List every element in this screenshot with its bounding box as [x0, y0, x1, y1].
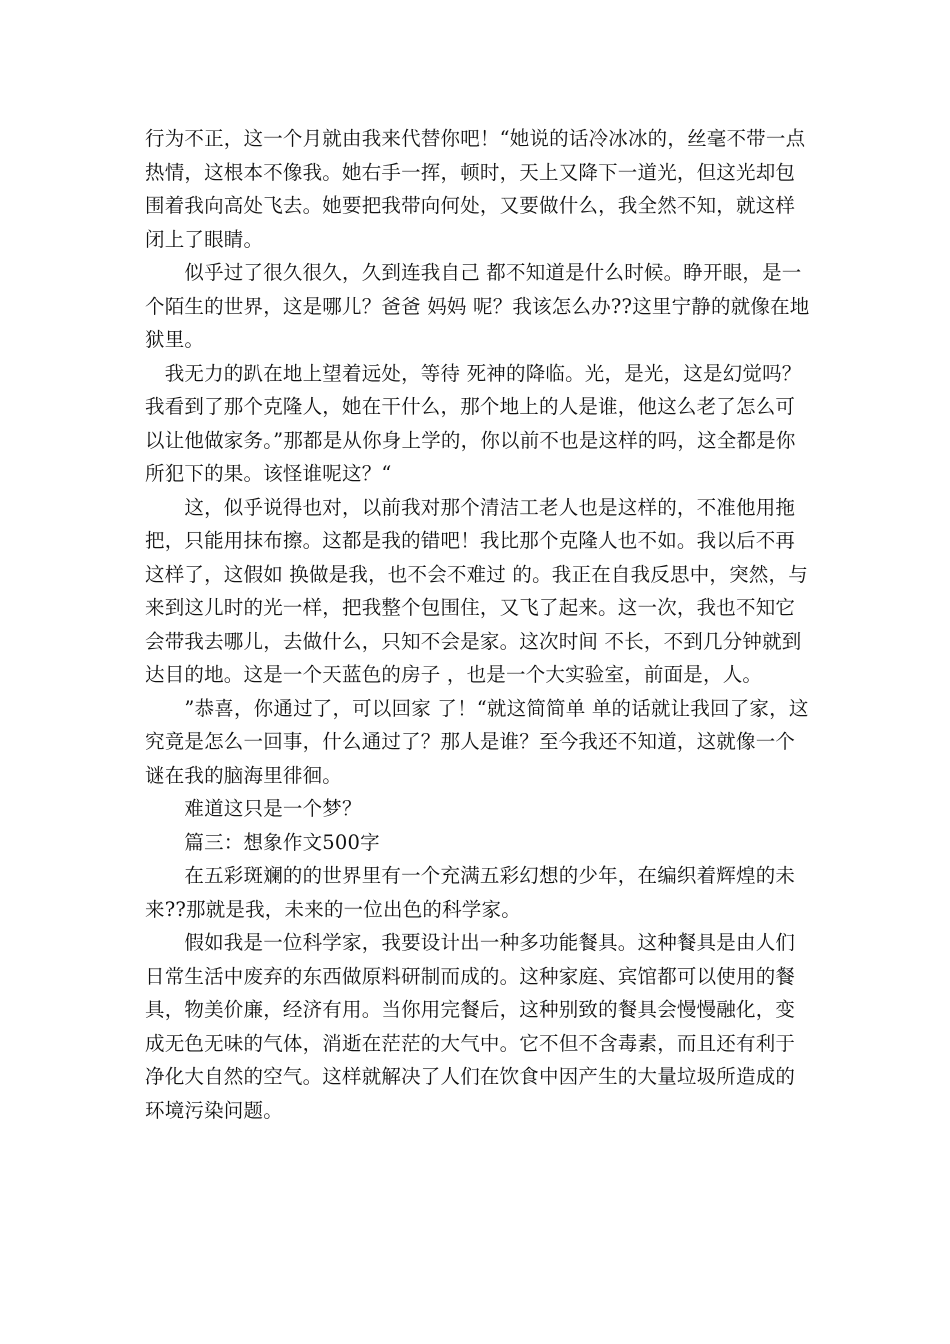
paragraph-1: 行为不正，这一个月就由我来代替你吧！“她说的话冷冰冰的，丝毫不带一点热情，这根本不像我。她右手一挥，顿时，天上又降下一道光，但这光却包围着我向高处飞去。她要把我带向何处，又要做什么，我全然不知，就这样闭上了眼睛。 [145, 127, 806, 251]
paragraph-3: 我无力的趴在地上望着远处，等待 死神的降临。光，是光，这是幻觉吗？我看到了那个克隆人，她在干什么，那个地上的人是谁，他这么老了怎么可以让他做家务。”那都是从你身上学的，你以前不也是这样的吗，这全都是你所犯下的果。该怪谁呢这？“ [145, 361, 802, 485]
paragraph-7: 在五彩斑斓的的世界里有一个充满五彩幻想的少年，在编织着辉煌的未来??那就是我，未来的一位出色的科学家。 [145, 864, 796, 921]
paragraph-6: 难道这只是一个梦？ [145, 797, 362, 820]
paragraph-2: 似乎过了很久很久，久到连我自己 都不知道是什么时候。睁开眼，是一个陌生的世界，这是哪儿？爸爸 妈妈 呢？我该怎么办??这里宁静的就像在地狱里。 [145, 261, 810, 351]
paragraph-8: 假如我是一位科学家，我要设计出一种多功能餐具。这种餐具是由人们日常生活中废弃的东西做原料研制而成的。这种家庭、宾馆都可以使用的餐具，物美价廉，经济有用。当你用完餐后，这种别致的餐具会慢慢融化，变成无色无味的气体，消逝在茫茫的大气中。它不但不含毒素，而且还有利于净化大自然的空气。这样就解决了人们在饮食中因产生的大量垃圾所造成的环境污染问题。 [145, 931, 796, 1122]
paragraph-5: ”恭喜，你通过了，可以回家 了！“就这简简单 单的话就让我回了家，这究竟是怎么一回事，什么通过了？那人是谁？至今我还不知道，这就像一个谜在我的脑海里徘徊。 [145, 696, 809, 787]
paragraph-4: 这，似乎说得也对，以前我对那个清洁工老人也是这样的，不准他用拖把，只能用抹布擦。这都是我的错吧！我比那个克隆人也不如。我以后不再这样了，这假如 换做是我，也不会不难过 的。我正在自我反思中，突然，与来到这儿时的光一样，把我整个包围住，又飞了起来。这一次，我也不知它会带我去哪儿，去做什么，只知不会是家。这次时间 不长，不到几分钟就到达目的地。这是一个天蓝色的房子 ，也是一个大实验室，前面是，人。 [145, 495, 808, 686]
document-body [145, 122, 813, 1127]
section-heading: 篇三：想象作文500字 [145, 830, 380, 854]
